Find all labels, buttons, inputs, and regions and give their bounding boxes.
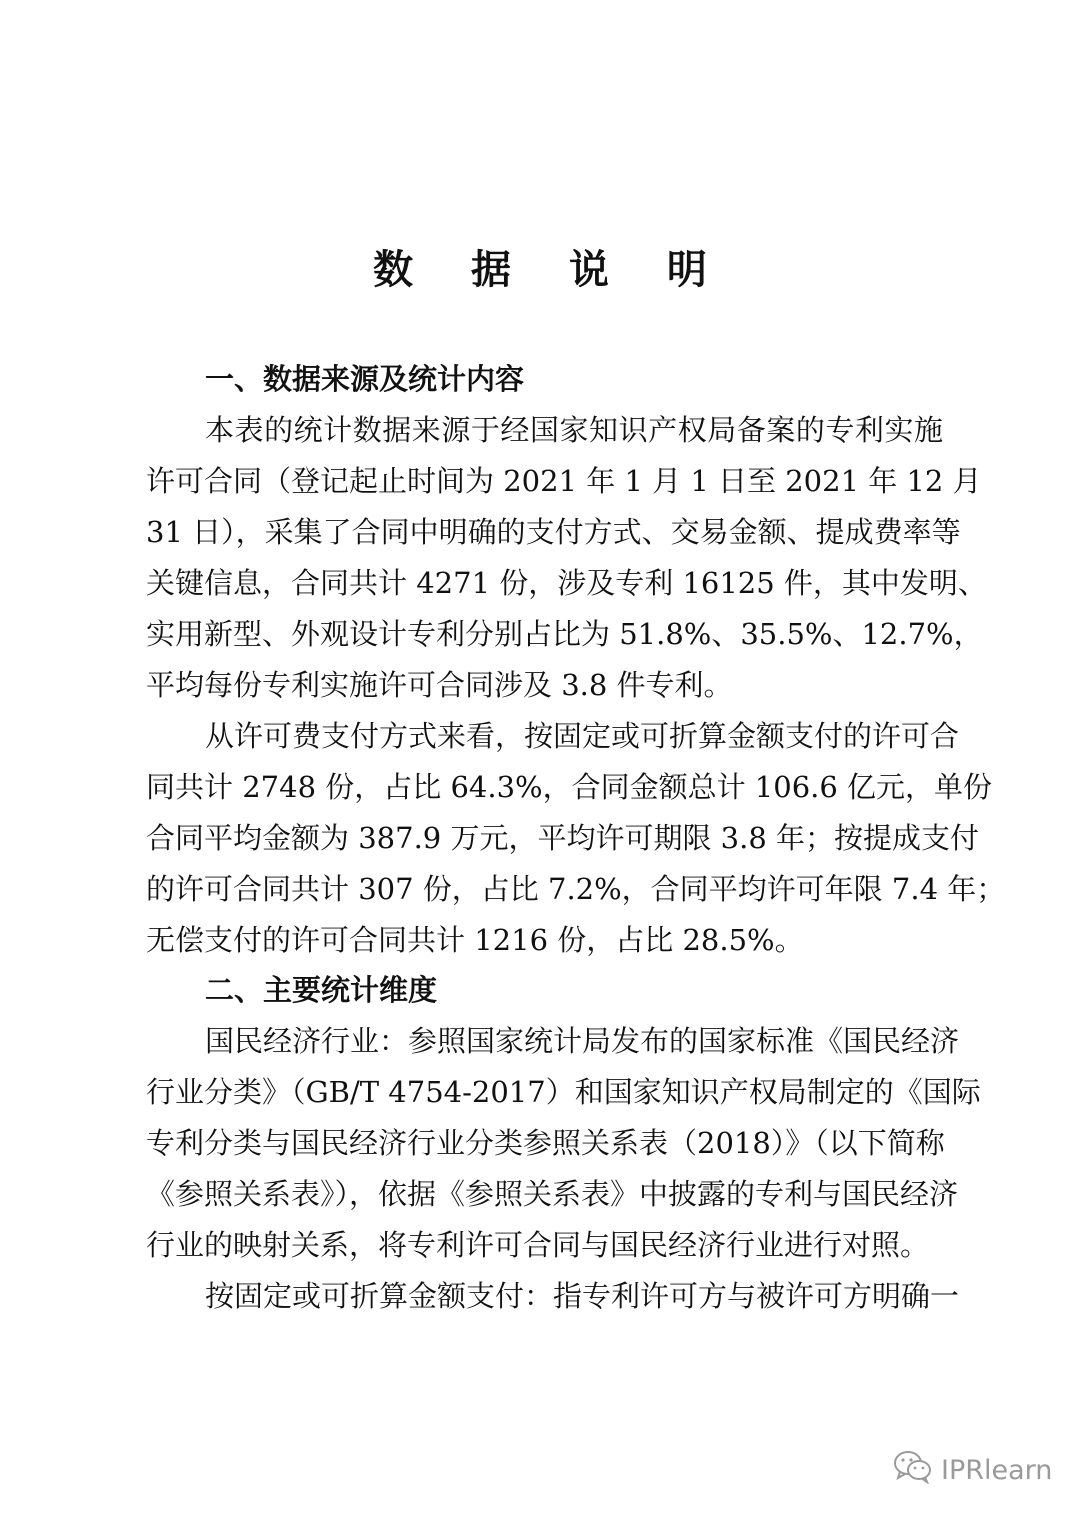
paragraph-line: 本表的统计数据来源于经国家知识产权局备案的专利实施 [205, 413, 943, 447]
paragraph-line: 许可合同（登记起止时间为 2021 年 1 月 1 日至 2021 年 12 月 [146, 464, 982, 498]
paragraph-line: 按固定或可折算金额支付：指专利许可方与被许可方明确一 [205, 1279, 960, 1313]
watermark [893, 1450, 1052, 1491]
section-heading-dimensions: 二、主要统计维度 [205, 973, 438, 1007]
section-heading-data-source: 一、数据来源及统计内容 [205, 362, 525, 396]
paragraph-line: 专利分类与国民经济行业分类参照关系表（2018）》（以下简称 [146, 1126, 945, 1160]
paragraph-line: 国民经济行业：参照国家统计局发布的国家标准《国民经济 [205, 1024, 960, 1058]
paragraph-line: 实用新型、外观设计专利分别占比为 51.8%、35.5%、12.7%， [146, 617, 983, 651]
paragraph-line: 行业分类》（GB/T 4754-2017）和国家知识产权局制定的《国际 [146, 1075, 981, 1109]
paragraph-line: 《参照关系表》），依据《参照关系表》中披露的专利与国民经济 [146, 1177, 959, 1211]
wechat-icon [893, 1450, 941, 1491]
paragraph-line: 关键信息，合同共计 4271 份，涉及专利 16125 件，其中发明、 [146, 566, 987, 600]
paragraph-line: 的许可合同共计 307 份，占比 7.2%，合同平均许可年限 7.4 年； [146, 872, 1006, 906]
paragraph-line: 行业的映射关系，将专利许可合同与国民经济行业进行对照。 [146, 1228, 930, 1262]
paragraph-line: 合同平均金额为 387.9 万元，平均许可期限 3.8 年；按提成支付 [146, 821, 980, 855]
paragraph-line: 无偿支付的许可合同共计 1216 份，占比 28.5%。 [146, 923, 804, 957]
watermark-text: IPRlearn [941, 1455, 1053, 1486]
paragraph-line: 同共计 2748 份，占比 64.3%，合同金额总计 106.6 亿元，单份 [146, 770, 993, 804]
page-title: 数 据 说 明 [373, 246, 729, 293]
paragraph-line: 31 日），采集了合同中明确的支付方式、交易金额、提成费率等 [146, 515, 961, 549]
paragraph-line: 从许可费支付方式来看，按固定或可折算金额支付的许可合 [205, 719, 960, 753]
paragraph-line: 平均每份专利实施许可合同涉及 3.8 件专利。 [146, 668, 733, 702]
